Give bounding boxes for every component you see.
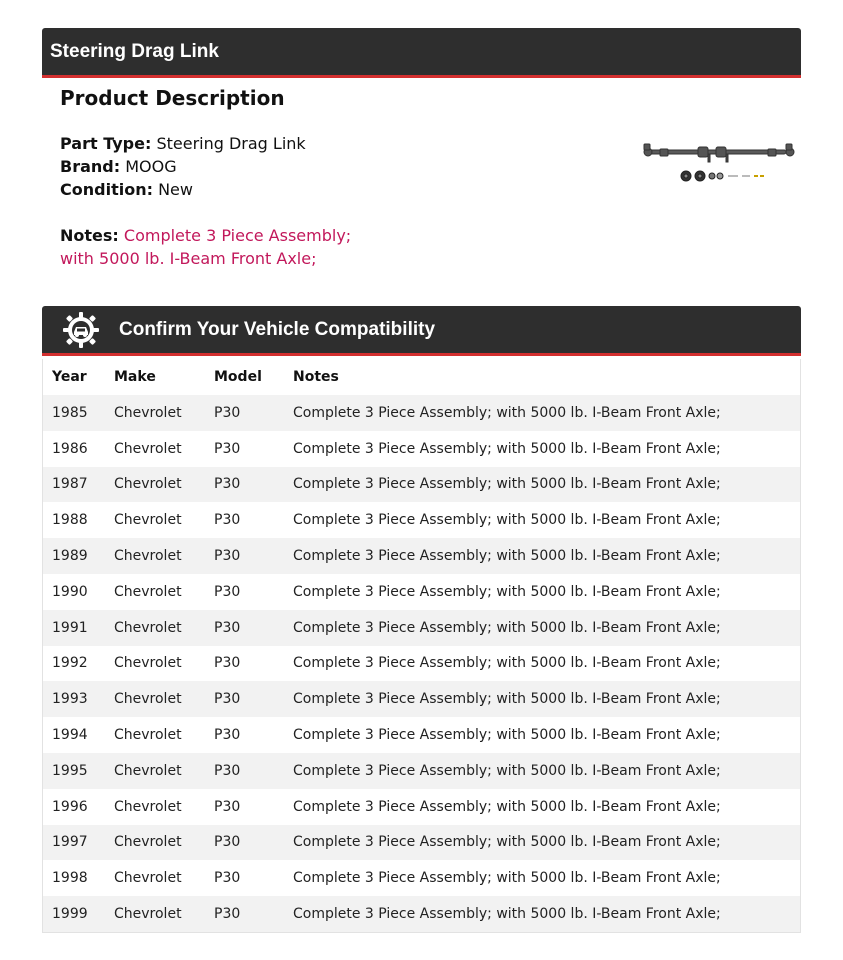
cell-model: P30 — [205, 753, 284, 789]
table-row — [43, 395, 800, 431]
product-description — [60, 84, 620, 270]
compatibility-table — [43, 359, 800, 932]
cell-make: Chevrolet — [105, 860, 205, 896]
cell-notes: Complete 3 Piece Assembly; with 5000 lb. I-Beam Front Axle; — [284, 467, 800, 503]
cell-year: 1989 — [43, 538, 105, 574]
cell-year: 1998 — [43, 860, 105, 896]
spec-list — [60, 132, 620, 201]
table-row — [43, 789, 800, 825]
part-type-value: Steering Drag Link — [156, 134, 306, 153]
spec-part-type — [60, 132, 620, 155]
cell-notes: Complete 3 Piece Assembly; with 5000 lb. I-Beam Front Axle; — [284, 646, 800, 682]
notes-value: Complete 3 Piece Assembly; with 5000 lb. I-Beam Front Axle; — [60, 226, 352, 268]
cell-year: 1997 — [43, 825, 105, 861]
table-row — [43, 574, 800, 610]
table-row — [43, 467, 800, 503]
table-body — [43, 395, 800, 932]
cell-notes: Complete 3 Piece Assembly; with 5000 lb. I-Beam Front Axle; — [284, 681, 800, 717]
brand-value: MOOG — [125, 157, 177, 176]
cell-year: 1995 — [43, 753, 105, 789]
page-header-bar — [42, 28, 801, 78]
column-header-model: Model — [214, 369, 262, 385]
cell-model: P30 — [205, 646, 284, 682]
column-header-year: Year — [52, 369, 87, 385]
cell-year: 1990 — [43, 574, 105, 610]
cell-make: Chevrolet — [105, 753, 205, 789]
cell-notes: Complete 3 Piece Assembly; with 5000 lb. I-Beam Front Axle; — [284, 395, 800, 431]
cell-model: P30 — [205, 717, 284, 753]
notes — [60, 224, 390, 270]
cell-year: 1986 — [43, 431, 105, 467]
description-heading: Product Description — [60, 86, 285, 110]
cell-model: P30 — [205, 538, 284, 574]
cell-year: 1985 — [43, 395, 105, 431]
cell-notes: Complete 3 Piece Assembly; with 5000 lb. I-Beam Front Axle; — [284, 825, 800, 861]
cell-notes: Complete 3 Piece Assembly; with 5000 lb. I-Beam Front Axle; — [284, 574, 800, 610]
cell-make: Chevrolet — [105, 467, 205, 503]
cell-make: Chevrolet — [105, 825, 205, 861]
cell-model: P30 — [205, 467, 284, 503]
cell-make: Chevrolet — [105, 646, 205, 682]
table-row — [43, 610, 800, 646]
cell-year: 1994 — [43, 717, 105, 753]
cell-make: Chevrolet — [105, 395, 205, 431]
table-row — [43, 502, 800, 538]
cell-model: P30 — [205, 610, 284, 646]
cell-make: Chevrolet — [105, 896, 205, 932]
table-row — [43, 431, 800, 467]
cell-make: Chevrolet — [105, 681, 205, 717]
cell-model: P30 — [205, 681, 284, 717]
cell-model: P30 — [205, 431, 284, 467]
cell-notes: Complete 3 Piece Assembly; with 5000 lb. I-Beam Front Axle; — [284, 896, 800, 932]
cell-model: P30 — [205, 574, 284, 610]
notes-label: Notes: — [60, 226, 119, 245]
cell-model: P30 — [205, 825, 284, 861]
page-title: Steering Drag Link — [50, 40, 219, 62]
cell-make: Chevrolet — [105, 789, 205, 825]
gear-car-icon — [62, 311, 100, 349]
table-row — [43, 753, 800, 789]
cell-year: 1987 — [43, 467, 105, 503]
cell-model: P30 — [205, 789, 284, 825]
compatibility-title: Confirm Your Vehicle Compatibility — [119, 318, 436, 340]
cell-year: 1999 — [43, 896, 105, 932]
part-type-label: Part Type: — [60, 134, 152, 153]
cell-model: P30 — [205, 860, 284, 896]
cell-year: 1988 — [43, 502, 105, 538]
condition-value: New — [158, 180, 193, 199]
cell-year: 1991 — [43, 610, 105, 646]
cell-year: 1993 — [43, 681, 105, 717]
cell-year: 1996 — [43, 789, 105, 825]
cell-notes: Complete 3 Piece Assembly; with 5000 lb. I-Beam Front Axle; — [284, 860, 800, 896]
table-header-row — [43, 359, 800, 395]
condition-label: Condition: — [60, 180, 153, 199]
cell-notes: Complete 3 Piece Assembly; with 5000 lb. I-Beam Front Axle; — [284, 502, 800, 538]
table-row — [43, 717, 800, 753]
table-row — [43, 825, 800, 861]
cell-model: P30 — [205, 896, 284, 932]
cell-notes: Complete 3 Piece Assembly; with 5000 lb. I-Beam Front Axle; — [284, 789, 800, 825]
spec-brand — [60, 155, 620, 178]
cell-notes: Complete 3 Piece Assembly; with 5000 lb. I-Beam Front Axle; — [284, 538, 800, 574]
cell-year: 1992 — [43, 646, 105, 682]
table-row — [43, 646, 800, 682]
product-image — [640, 134, 796, 186]
spec-condition — [60, 178, 620, 201]
table-row — [43, 538, 800, 574]
cell-notes: Complete 3 Piece Assembly; with 5000 lb. I-Beam Front Axle; — [284, 753, 800, 789]
table-row — [43, 681, 800, 717]
cell-notes: Complete 3 Piece Assembly; with 5000 lb. I-Beam Front Axle; — [284, 717, 800, 753]
column-header-notes: Notes — [293, 369, 339, 385]
cell-make: Chevrolet — [105, 574, 205, 610]
cell-make: Chevrolet — [105, 538, 205, 574]
compatibility-table-wrap — [42, 359, 801, 933]
cell-model: P30 — [205, 502, 284, 538]
compatibility-header-bar — [42, 306, 801, 356]
column-header-make: Make — [114, 369, 156, 385]
cell-notes: Complete 3 Piece Assembly; with 5000 lb. I-Beam Front Axle; — [284, 610, 800, 646]
brand-label: Brand: — [60, 157, 121, 176]
cell-notes: Complete 3 Piece Assembly; with 5000 lb. I-Beam Front Axle; — [284, 431, 800, 467]
table-row — [43, 896, 800, 932]
cell-make: Chevrolet — [105, 502, 205, 538]
cell-make: Chevrolet — [105, 610, 205, 646]
cell-model: P30 — [205, 395, 284, 431]
cell-make: Chevrolet — [105, 431, 205, 467]
cell-make: Chevrolet — [105, 717, 205, 753]
table-row — [43, 860, 800, 896]
